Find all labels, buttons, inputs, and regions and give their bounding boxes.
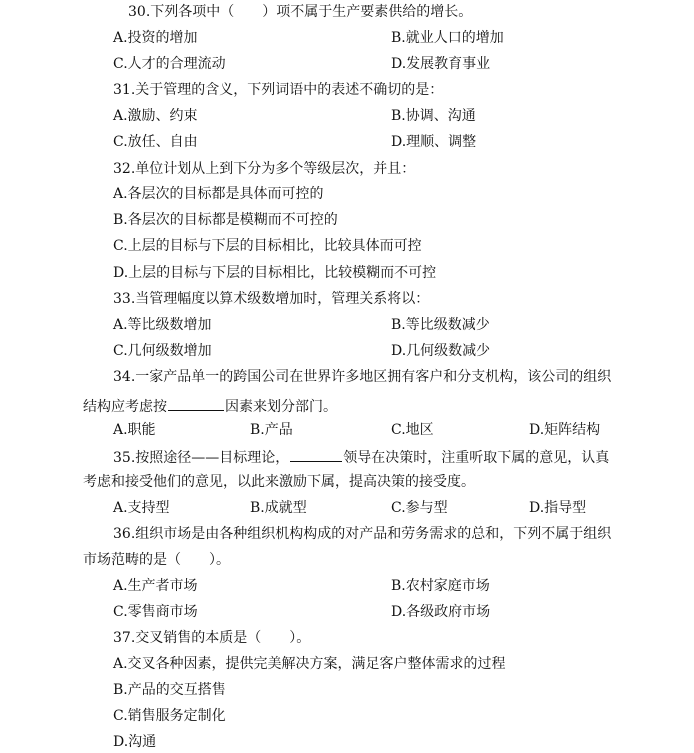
answer-blank bbox=[290, 447, 342, 462]
question-35-option-d: D.指导型 bbox=[529, 500, 587, 516]
question-34-stem-before-blank: 结构应考虑按 bbox=[83, 399, 167, 415]
question-33-option-c: C.几何级数增加 bbox=[113, 343, 212, 359]
question-32-stem: 32.单位计划从上到下分为多个等级层次，并且： bbox=[113, 161, 416, 177]
question-30-option-b: B.就业人口的增加 bbox=[391, 30, 504, 46]
question-34-option-a: A.职能 bbox=[113, 422, 156, 438]
question-34-stem-after-blank: 因素来划分部门。 bbox=[225, 399, 337, 415]
question-36-stem-line-2: 市场范畴的是（ ）。 bbox=[83, 552, 230, 568]
question-37-option-c: C.销售服务定制化 bbox=[113, 708, 226, 724]
question-31-stem: 31.关于管理的含义，下列词语中的表述不确切的是： bbox=[113, 82, 444, 98]
question-33-option-b: B.等比级数减少 bbox=[391, 317, 490, 333]
question-36-option-d: D.各级政府市场 bbox=[391, 604, 491, 620]
question-37-stem: 37.交叉销售的本质是（ ）。 bbox=[113, 630, 311, 646]
question-33-option-d: D.几何级数减少 bbox=[391, 343, 491, 359]
question-30-option-a: A.投资的增加 bbox=[113, 30, 198, 46]
question-35-option-b: B.成就型 bbox=[250, 500, 307, 516]
question-30-option-c: C.人才的合理流动 bbox=[113, 56, 226, 72]
question-31-option-d: D.理顺、调整 bbox=[391, 134, 477, 150]
question-31-option-c: C.放任、自由 bbox=[113, 134, 198, 150]
question-30-stem: 30.下列各项中（ ）项不属于生产要素供给的增长。 bbox=[128, 4, 473, 20]
question-33-stem: 33.当管理幅度以算术级数增加时，管理关系将以： bbox=[113, 291, 430, 307]
question-34-option-d: D.矩阵结构 bbox=[529, 422, 601, 438]
question-36-stem-line-1: 36.组织市场是由各种组织机构构成的对产品和劳务需求的总和，下列不属于组织 bbox=[113, 526, 612, 542]
question-30-option-d: D.发展教育事业 bbox=[391, 56, 491, 72]
question-34-stem-line-2 bbox=[83, 396, 337, 416]
question-32-option-a: A.各层次的目标都是具体而可控的 bbox=[113, 186, 324, 202]
question-37-option-b: B.产品的交互搭售 bbox=[113, 682, 226, 698]
question-36-option-b: B.农村家庭市场 bbox=[391, 578, 490, 594]
question-35-option-c: C.参与型 bbox=[391, 500, 448, 516]
question-36-option-c: C.零售商市场 bbox=[113, 604, 198, 620]
question-31-option-b: B.协调、沟通 bbox=[391, 108, 476, 124]
question-32-option-d: D.上层的目标与下层的目标相比，比较模糊而不可控 bbox=[113, 265, 437, 281]
question-32-option-c: C.上层的目标与下层的目标相比，比较具体而可控 bbox=[113, 238, 422, 254]
question-35-stem-line-2: 考虑和接受他们的意见，以此来激励下属，提高决策的接受度。 bbox=[83, 474, 475, 490]
question-32-option-b: B.各层次的目标都是模糊而不可控的 bbox=[113, 212, 338, 228]
question-35-stem-line-1 bbox=[113, 447, 609, 467]
question-37-option-a: A.交叉各种因素，提供完美解决方案，满足客户整体需求的过程 bbox=[113, 656, 506, 672]
answer-blank bbox=[168, 396, 224, 411]
question-34-option-b: B.产品 bbox=[250, 422, 293, 438]
question-34-stem-line-1: 34.一家产品单一的跨国公司在世界许多地区拥有客户和分支机构，该公司的组织 bbox=[113, 369, 612, 385]
question-35-stem-after-blank: 领导在决策时，注重听取下属的意见，认真 bbox=[343, 450, 610, 466]
question-36-option-a: A.生产者市场 bbox=[113, 578, 198, 594]
question-37-option-d: D.沟通 bbox=[113, 734, 157, 750]
question-31-option-a: A.激励、约束 bbox=[113, 108, 198, 124]
question-33-option-a: A.等比级数增加 bbox=[113, 317, 212, 333]
question-35-option-a: A.支持型 bbox=[113, 500, 170, 516]
question-34-option-c: C.地区 bbox=[391, 422, 434, 438]
question-35-stem-before-blank: 35.按照途径——目标理论， bbox=[113, 450, 290, 466]
